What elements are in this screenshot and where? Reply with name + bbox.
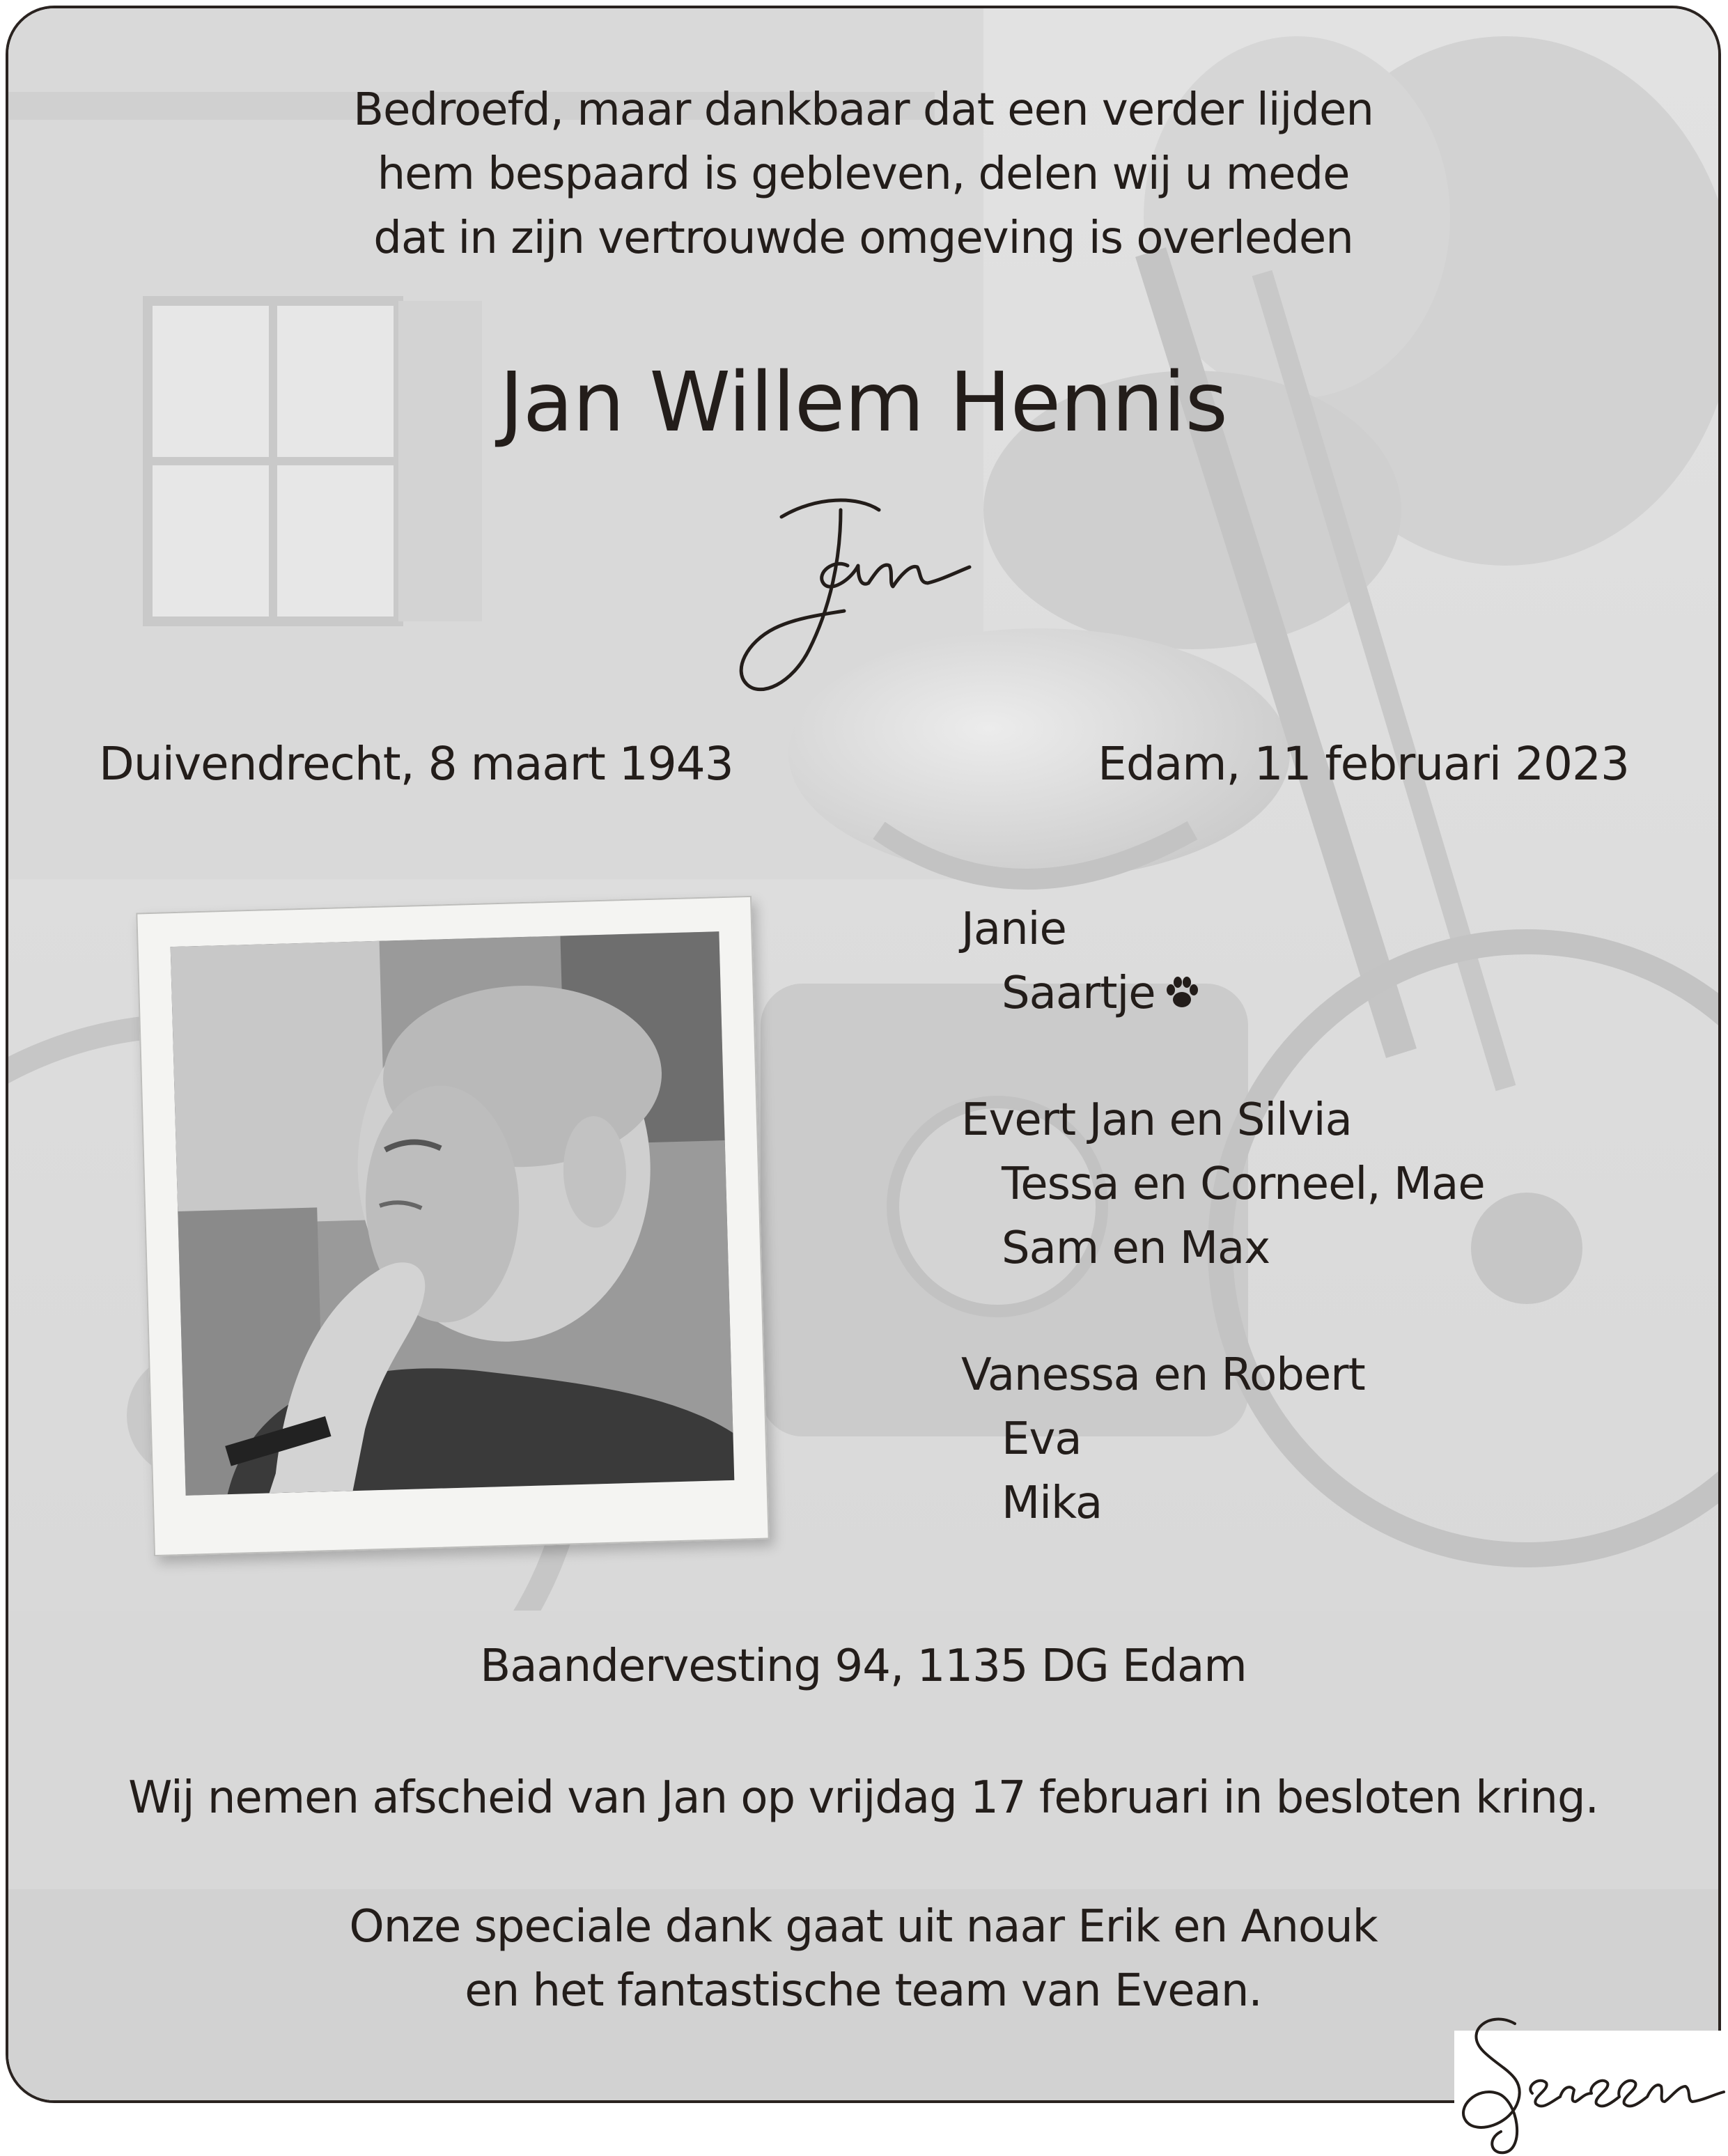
family-member: Eva (1002, 1413, 1082, 1465)
sereen-logo (1449, 1982, 1727, 2156)
portrait-photo (171, 931, 735, 1496)
family-name: Vanessa en Robert (961, 1349, 1365, 1401)
thanks-line: en het fantastische team van Evean. (465, 1965, 1262, 2017)
family-member: Sam en Max (1002, 1223, 1270, 1274)
birth-date-place: Duivendrecht, 8 maart 1943 (99, 737, 733, 791)
intro-line: dat in zijn vertrouwde omgeving is overleden (373, 212, 1353, 264)
intro-text (8, 78, 1718, 270)
family-member (961, 961, 1485, 1025)
family-member: Mika (1002, 1478, 1103, 1529)
portrait-illustration (171, 931, 735, 1496)
intro-line: hem bespaard is gebleven, delen wij u mede (377, 148, 1350, 200)
funeral-text: Wij nemen afscheid van Jan op vrijdag 17 februari in besloten kring. (128, 1772, 1598, 1824)
obituary-card (6, 6, 1721, 2103)
family-name: Janie (961, 903, 1066, 955)
family-name: Evert Jan en Silvia (961, 1094, 1352, 1146)
portrait-frame (136, 896, 769, 1556)
paw-icon (1165, 976, 1199, 1011)
family-member: Tessa en Corneel, Mae (1002, 1158, 1485, 1210)
address: Baandervesting 94, 1135 DG Edam (480, 1641, 1247, 1692)
family-member-name: Saartje (1002, 968, 1155, 1019)
thanks-line: Onze speciale dank gaat uit naar Erik en Anouk (349, 1901, 1378, 1953)
intro-line: Bedroefd, maar dankbaar dat een verder lijden (353, 84, 1373, 136)
death-date-place: Edam, 11 februari 2023 (1098, 737, 1629, 791)
deceased-name: Jan Willem Hennis (499, 354, 1228, 450)
family-list (961, 897, 1485, 1535)
signature-jan (719, 489, 983, 712)
